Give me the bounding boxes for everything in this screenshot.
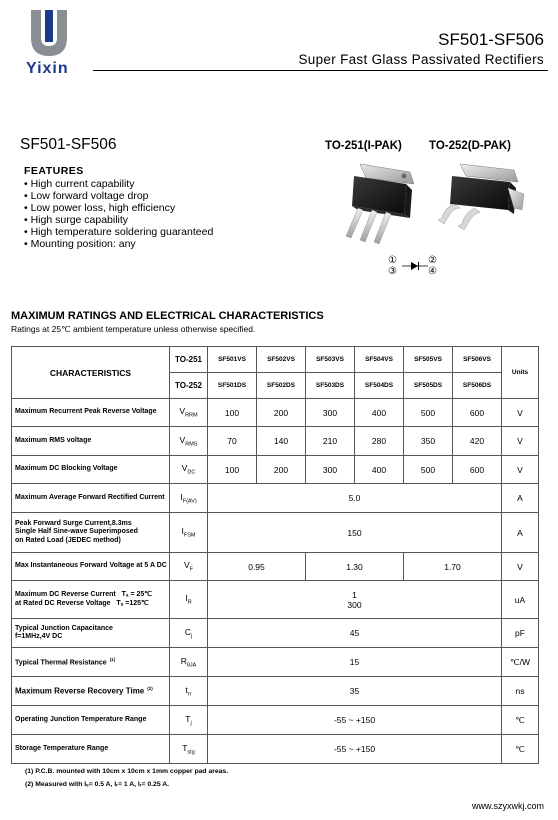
cell-value: 0.95: [208, 553, 306, 581]
cell-value: 15: [208, 648, 502, 677]
table-row-tstg: [12, 735, 539, 764]
row-unit: ℃: [502, 706, 539, 735]
cell-value: -55 ~ +150: [208, 735, 502, 764]
row-unit: V: [502, 427, 539, 456]
cell-value: 400: [355, 399, 404, 427]
pkg-header-to251: TO-251: [170, 347, 208, 373]
diode-symbol-icon: [402, 260, 428, 272]
to251-package-image: [318, 158, 428, 248]
cell-value: 300: [306, 399, 355, 427]
row-label: Maximum Recurrent Peak Reverse Voltage: [12, 399, 170, 427]
table-row-vf: [12, 553, 539, 581]
table-row-vdc: [12, 456, 539, 484]
pin-4-label: ④: [428, 266, 437, 277]
row-label: Maximum Reverse Recovery Time $^{(2)}$: [12, 677, 170, 706]
row-label: Maximum DC Reverse Current Tₐ = 25℃ at Rated DC Reverse Voltage Tₐ =125℃: [12, 581, 170, 619]
part-header: SF506DS: [453, 373, 502, 399]
row-unit: ℃: [502, 735, 539, 764]
part-header: SF503VS: [306, 347, 355, 373]
cell-value: 210: [306, 427, 355, 456]
part-header: SF502DS: [257, 373, 306, 399]
cell-value: 200: [257, 399, 306, 427]
feature-item: • High current capability: [24, 178, 213, 190]
cell-value: 70: [208, 427, 257, 456]
row-unit: V: [502, 399, 539, 427]
cell-value: 600: [453, 456, 502, 484]
pin-1-label: ①: [388, 255, 397, 266]
row-unit: uA: [502, 581, 539, 619]
row-symbol: $t_{rr}$: [170, 677, 208, 706]
feature-item: • Low power loss, high efficiency: [24, 202, 213, 214]
cell-value: 500: [404, 456, 453, 484]
row-label: Maximum Average Forward Rectified Current: [12, 484, 170, 513]
cell-value: 100: [208, 456, 257, 484]
cell-value: 500: [404, 399, 453, 427]
cell-value: 600: [453, 399, 502, 427]
pin-2-label: ②: [428, 255, 437, 266]
table-header-row-vs: [12, 347, 539, 373]
part-header: SF501VS: [208, 347, 257, 373]
feature-item: • High surge capability: [24, 214, 213, 226]
row-unit: A: [502, 484, 539, 513]
table-row-ir: [12, 581, 539, 619]
units-header: Units: [502, 347, 539, 399]
specifications-table: [11, 346, 539, 764]
package-label-to251: TO-251(I-PAK): [325, 140, 402, 152]
cell-value: 1.30: [306, 553, 404, 581]
part-header: SF505DS: [404, 373, 453, 399]
cell-value: 350: [404, 427, 453, 456]
row-symbol: $I_{F(AV)}$: [170, 484, 208, 513]
cell-value: 45: [208, 619, 502, 648]
part-header: SF504DS: [355, 373, 404, 399]
table-row-trr: [12, 677, 539, 706]
row-label: Maximum RMS voltage: [12, 427, 170, 456]
cell-value: 140: [257, 427, 306, 456]
characteristics-header: CHARACTERISTICS: [12, 347, 170, 399]
cell-value: 300: [306, 456, 355, 484]
row-unit: V: [502, 456, 539, 484]
row-symbol: $V_{DC}$: [170, 456, 208, 484]
package-label-to252: TO-252(D-PAK): [429, 140, 511, 152]
row-unit: A: [502, 513, 539, 553]
cell-value: 100: [208, 399, 257, 427]
cell-value: 150: [208, 513, 502, 553]
cell-value: 200: [257, 456, 306, 484]
row-unit: ℃/W: [502, 648, 539, 677]
cell-value: 35: [208, 677, 502, 706]
row-symbol: $I_{FSM}$: [170, 513, 208, 553]
cell-value: 1 300: [208, 581, 502, 619]
table-row-tj: [12, 706, 539, 735]
pinout-diagram: [388, 255, 448, 281]
cell-value: -55 ~ +150: [208, 706, 502, 735]
part-header: SF501DS: [208, 373, 257, 399]
table-row-cj: [12, 619, 539, 648]
row-symbol: $C_j$: [170, 619, 208, 648]
pin-3-label: ③: [388, 266, 397, 277]
row-unit: pF: [502, 619, 539, 648]
row-symbol: $V_F$: [170, 553, 208, 581]
row-symbol: $V_{RRM}$: [170, 399, 208, 427]
ratings-subtitle: Ratings at 25℃ ambient temperature unless otherwise specified.: [11, 324, 256, 334]
part-header: SF506VS: [453, 347, 502, 373]
header-part-range: SF501-SF506: [438, 30, 544, 49]
header-subtitle: Super Fast Glass Passivated Rectifiers: [298, 52, 544, 67]
ratings-title: MAXIMUM RATINGS AND ELECTRICAL CHARACTERISTICS: [11, 310, 324, 322]
part-title: SF501-SF506: [20, 136, 117, 153]
row-symbol: $V_{RMS}$: [170, 427, 208, 456]
row-symbol: $R_{\theta JA}$: [170, 648, 208, 677]
cell-value: 420: [453, 427, 502, 456]
row-label: Operating Junction Temperature Range: [12, 706, 170, 735]
table-row-rth: [12, 648, 539, 677]
row-symbol: $T_j$: [170, 706, 208, 735]
part-header: SF505VS: [404, 347, 453, 373]
table-row-vrrm: [12, 399, 539, 427]
feature-item: • Mounting position: any: [24, 238, 213, 250]
to252-package-image: [426, 158, 536, 248]
yixin-logo-icon: [27, 8, 71, 58]
table-row-vrms: [12, 427, 539, 456]
table-row-ifsm: [12, 513, 539, 553]
row-label: Max Instantaneous Forward Voltage at 5 A DC: [12, 553, 170, 581]
row-symbol: $T_{stg}$: [170, 735, 208, 764]
pkg-header-to252: TO-252: [170, 373, 208, 399]
row-label: Typical Junction Capacitance f=1MHz,4V DC: [12, 619, 170, 648]
row-label: Peak Forward Surge Current,8.3ms Single Half Sine-wave Superimposed on Rated Load (JEDEC method): [12, 513, 170, 553]
feature-item: • Low forward voltage drop: [24, 190, 213, 202]
cell-value: 280: [355, 427, 404, 456]
row-label: Typical Thermal Resistance $^{(1)}$: [12, 648, 170, 677]
features-list: [24, 178, 213, 250]
part-header: SF503DS: [306, 373, 355, 399]
part-header: SF504VS: [355, 347, 404, 373]
cell-value: 1.70: [404, 553, 502, 581]
header-divider: [93, 70, 548, 71]
table-row-ifav: [12, 484, 539, 513]
row-unit: ns: [502, 677, 539, 706]
cell-value: 5.0: [208, 484, 502, 513]
part-header: SF502VS: [257, 347, 306, 373]
footnote-2: (2) Measured with Iₑ= 0.5 A, Iᵣ= 1 A, Iᵣ= 0.25 A.: [25, 781, 170, 788]
row-symbol: $I_R$: [170, 581, 208, 619]
cell-value: 400: [355, 456, 404, 484]
footer-website: www.szyxwkj.com: [471, 801, 544, 811]
row-unit: V: [502, 553, 539, 581]
feature-item: • High temperature soldering guaranteed: [24, 226, 213, 238]
footnote-1: (1) P.C.B. mounted with 10cm x 10cm x 1mm copper pad areas.: [25, 768, 229, 775]
row-label: Storage Temperature Range: [12, 735, 170, 764]
row-label: Maximum DC Blocking Voltage: [12, 456, 170, 484]
brand-name: Yixin: [26, 60, 69, 77]
features-title: FEATURES: [24, 165, 84, 177]
footnotes: [25, 765, 228, 791]
